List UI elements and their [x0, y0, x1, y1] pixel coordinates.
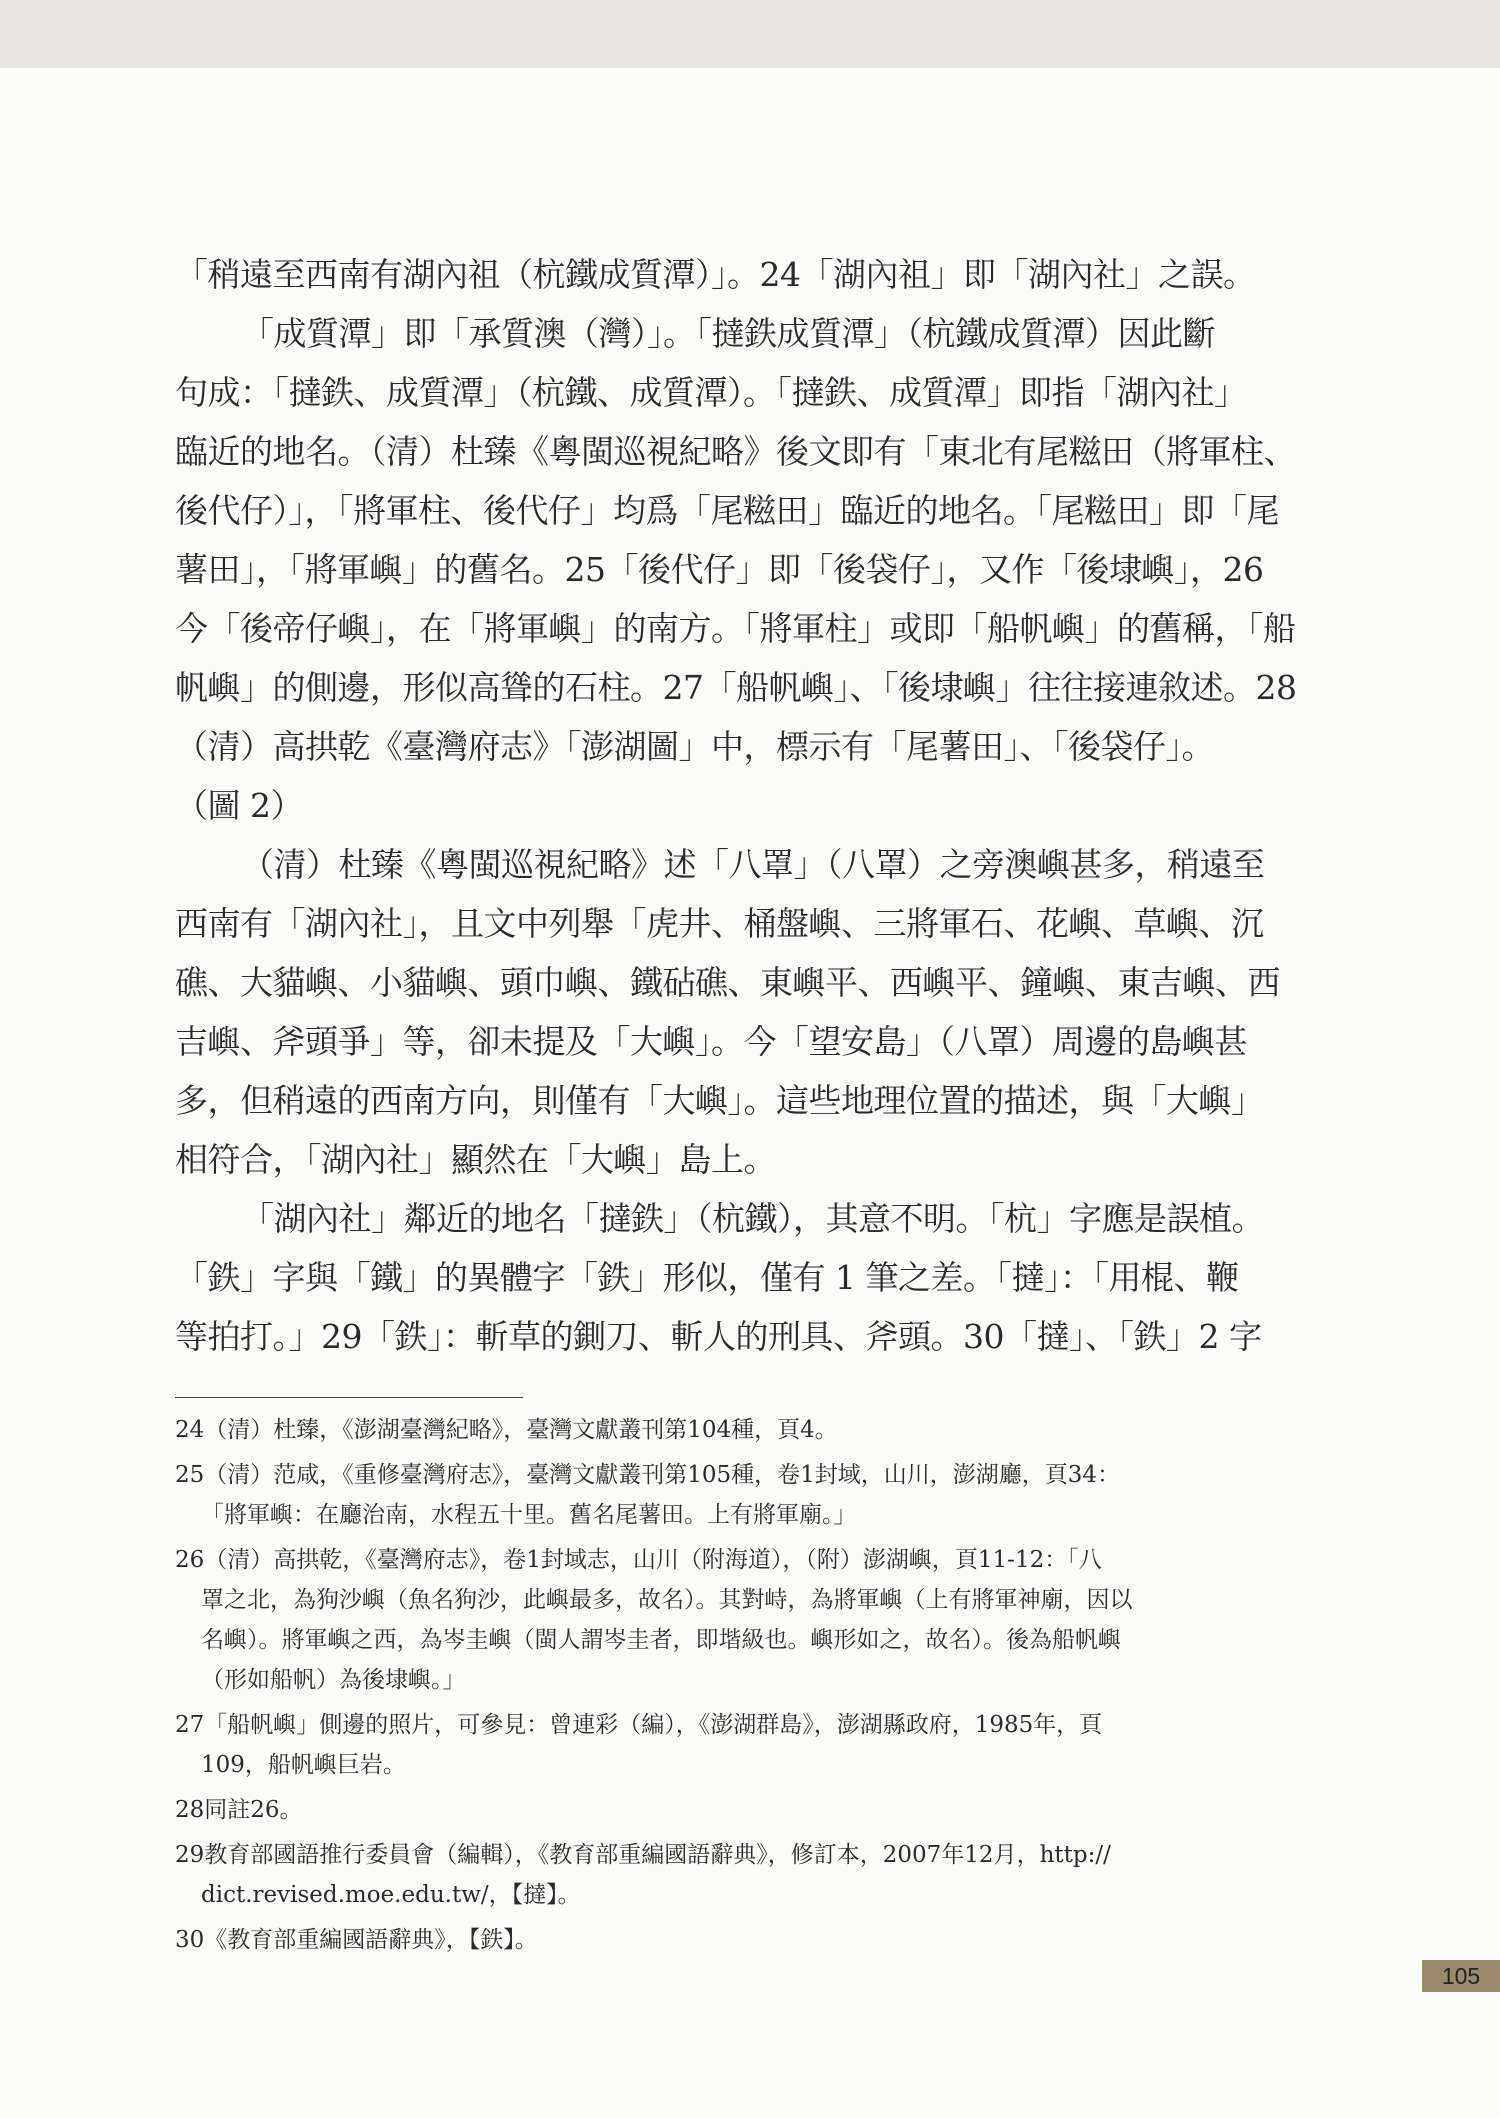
body-line: 吉嶼、斧頭爭」等，卻未提及「大嶼」。今「望安島」（八罩）周邊的島嶼甚 [175, 1022, 1247, 1061]
footnote-29 [175, 1835, 1295, 1915]
footnote-line: （形如船帆）為後埭嶼。」 [201, 1667, 466, 1693]
body-line: 「湖內社」鄰近的地名「撻鉄」（杭鐵），其意不明。「杭」字應是誤植。 [241, 1199, 1264, 1238]
footnote-line: 109，船帆嶼巨岩。 [201, 1752, 406, 1778]
footnote-separator [175, 1397, 523, 1398]
body-line: 西南有「湖內社」，且文中列舉「虎井、桶盤嶼、三將軍石、花嶼、草嶼、沉 [175, 904, 1264, 943]
body-line: 帆嶼」的側邊，形似高聳的石柱。27「船帆嶼」、「後埭嶼」往往接連敘述。28 [175, 668, 1297, 707]
footnote-line: 30《教育部重編國語辭典》，【鉄】。 [175, 1927, 538, 1953]
footnote-line: 26（清）高拱乾，《臺灣府志》，卷1封域志，山川（附海道），（附）澎湖嶼，頁11-12：「八 [175, 1547, 1102, 1573]
footnote-line: 27「船帆嶼」側邊的照片，可參見：曾連彩（編），《澎湖群島》，澎湖縣政府，1985年，頁 [175, 1712, 1103, 1738]
footnote-24 [175, 1410, 1295, 1450]
footnote-line: 29教育部國語推行委員會（編輯），《教育部重編國語辭典》，修訂本，2007年12月，http:// [175, 1842, 1111, 1868]
footnote-28 [175, 1790, 1295, 1830]
page-number: 105 [1422, 1960, 1500, 1992]
body-line: 等拍打。」29「鉄」：斬草的鍘刀、斬人的刑具、斧頭。30「撻」、「鉄」2 字 [175, 1317, 1262, 1356]
footnote-line: 24（清）杜臻，《澎湖臺灣紀略》，臺灣文獻叢刊第104種，頁4。 [175, 1417, 838, 1443]
footnote-line: 25（清）范咸，《重修臺灣府志》，臺灣文獻叢刊第105種，卷1封域，山川，澎湖廳，頁34： [175, 1462, 1121, 1488]
footnote-25 [175, 1455, 1295, 1535]
body-line: 臨近的地名。（清）杜臻《粵閩巡視紀略》後文即有「東北有尾糍田（將軍柱、 [175, 432, 1296, 471]
footnote-26 [175, 1540, 1295, 1700]
body-line: （清）高拱乾《臺灣府志》「澎湖圖」中，標示有「尾薯田」、「後袋仔」。 [175, 727, 1214, 766]
body-line: （清）杜臻《粵閩巡視紀略》述「八罩」（八罩）之旁澳嶼甚多，稍遠至 [241, 845, 1265, 884]
body-line: 「稍遠至西南有湖內祖（杭鐵成質潭）」。24「湖內祖」即「湖內社」之誤。 [175, 255, 1256, 294]
body-line: 薯田」，「將軍嶼」的舊名。25「後代仔」即「後袋仔」，又作「後埭嶼」，26 [175, 550, 1264, 589]
footnote-line: 28同註26。 [175, 1797, 303, 1823]
footnote-line: dict.revised.moe.edu.tw/，【撻】。 [201, 1882, 581, 1908]
body-line: 相符合，「湖內社」顯然在「大嶼」島上。 [175, 1140, 776, 1179]
body-line: 今「後帝仔嶼」，在「將軍嶼」的南方。「將軍柱」或即「船帆嶼」的舊稱，「船 [175, 609, 1296, 648]
footnote-line: 名嶼）。將軍嶼之西，為岑圭嶼（閩人謂岑圭者，即堦級也。嶼形如之，故名）。後為船帆嶼 [201, 1627, 1121, 1653]
footnote-line: 「將軍嶼：在廳治南，水程五十里。舊名尾薯田。上有將軍廟。」 [201, 1502, 857, 1528]
body-line: 多，但稍遠的西南方向，則僅有「大嶼」。這些地理位置的描述，與「大嶼」 [175, 1081, 1264, 1120]
body-line: 「成質潭」即「承質澳（灣）」。「撻鉄成質潭」（杭鐵成質潭）因此斷 [241, 314, 1215, 353]
footnote-27 [175, 1705, 1295, 1785]
body-text [175, 245, 1295, 1366]
footnote-line: 罩之北，為狗沙嶼（魚名狗沙，此嶼最多，故名）。其對峙，為將軍嶼（上有將軍神廟，因以 [201, 1587, 1133, 1613]
footnote-30 [175, 1920, 1295, 1960]
body-line: 句成：「撻鉄、成質潭」（杭鐵、成質潭）。「撻鉄、成質潭」即指「湖內社」 [175, 373, 1247, 412]
footnotes [175, 1410, 1295, 1965]
page-top-band [0, 0, 1500, 68]
body-line: （圖 2） [175, 786, 303, 825]
body-line: 礁、大貓嶼、小貓嶼、頭巾嶼、鐵砧礁、東嶼平、西嶼平、鐘嶼、東吉嶼、西 [175, 963, 1280, 1002]
body-line: 「鉄」字與「鐵」的異體字「鉄」形似，僅有 1 筆之差。「撻」：「用棍、鞭 [175, 1258, 1239, 1297]
body-line: 後代仔）」，「將軍柱、後代仔」均爲「尾糍田」臨近的地名。「尾糍田」即「尾 [175, 491, 1279, 530]
